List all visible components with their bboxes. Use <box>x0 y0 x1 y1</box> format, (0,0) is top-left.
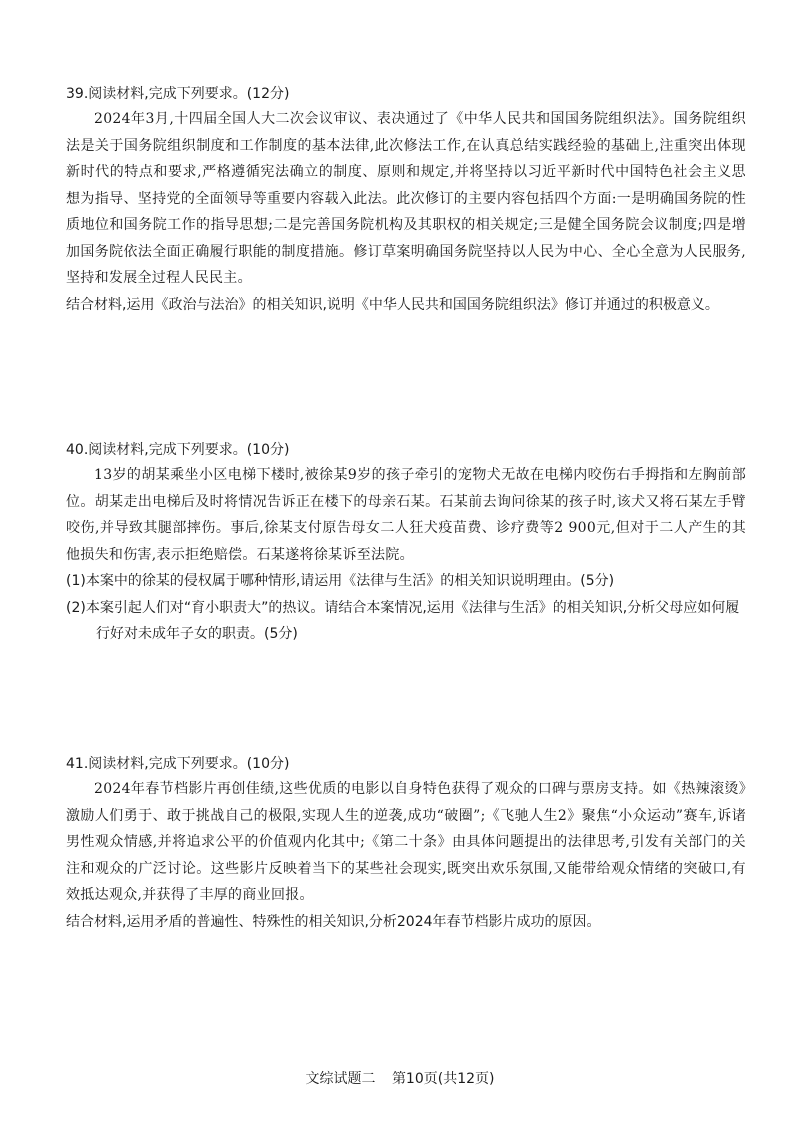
question-40-material: 13岁的胡某乘坐小区电梯下楼时,被徐某9岁的孩子牵引的宠物犬无故在电梯内咬伤右手拇指和左胸前部位。胡某走出电梯后及时将情况告诉正在楼下的母亲石某。石某前去询问徐某的孩子时,该犬又将石某左手臂咬伤,并导致其腿部摔伤。事后,徐某支付原告母女二人狂犬疫苗费、诊疗费等2 900元,但对于二人产生的其他损失和伤害,表示拒绝赔偿。石某遂将徐某诉至法院。 <box>66 467 746 563</box>
question-39-material: 2024年3月,十四届全国人大二次会议审议、表决通过了《中华人民共和国国务院组织法》。国务院组织法是关于国务院组织制度和工作制度的基本法律,此次修法工作,在认真总结实践经验的基础上,注重突出体现新时代的特点和要求,严格遵循宪法确立的制度、原则和规定,并将坚持以习近平新时代中国特色社会主义思想为指导、坚持党的全面领导等重要内容载入此法。此次修订的主要内容包括四个方面:一是明确国务院的性质地位和国务院工作的指导思想;二是完善国务院机构及其职权的相关规定;三是健全国务院会议制度;四是增加国务院依法全面正确履行职能的制度措施。修订草案明确国务院坚持以人民为中心、全心全意为人民服务,坚持和发展全过程人民民主。 <box>66 111 746 286</box>
page-footer <box>0 1068 800 1088</box>
question-39-requirement: 结合材料,运用《政治与法治》的相关知识,说明《中华人民共和国国务院组织法》修订并通过的积极意义。 <box>66 296 719 313</box>
question-41 <box>66 752 746 935</box>
question-39 <box>66 82 746 318</box>
question-40-sub2: (2)本案引起人们对“育小职责大”的热议。请结合本案情况,运用《法律与生活》的相关知识,分析父母应如何履行好对未成年子女的职责。(5分) <box>66 599 740 642</box>
question-41-title: 41.阅读材料,完成下列要求。(10分) <box>66 756 290 772</box>
question-40-title: 40.阅读材料,完成下列要求。(10分) <box>66 442 290 458</box>
footer-page-number: 第10页(共12页) <box>391 1071 495 1087</box>
question-40 <box>66 438 746 648</box>
question-41-requirement: 结合材料,运用矛盾的普遍性、特殊性的相关知识,分析2024年春节档影片成功的原因。 <box>66 913 601 930</box>
question-40-sub1: (1)本案中的徐某的侵权属于哪种情形,请运用《法律与生活》的相关知识说明理由。(5分) <box>66 573 615 589</box>
footer-subject: 文综试题二 <box>305 1071 376 1087</box>
question-39-title: 39.阅读材料,完成下列要求。(12分) <box>66 86 290 102</box>
question-41-material: 2024年春节档影片再创佳绩,这些优质的电影以自身特色获得了观众的口碑与票房支持。如《热辣滚烫》激励人们勇于、敢于挑战自己的极限,实现人生的逆袭,成功“破圈”;《飞驰人生2》聚焦“小众运动”赛车,诉诸男性观众情感,并将追求公平的价值观内化其中;《第二十条》由具体问题提出的法律思考,引发有关部门的关注和观众的广泛讨论。这些影片反映着当下的某些社会现实,既突出欢乐氛围,又能带给观众情绪的突破口,有效抵达观众,并获得了丰厚的商业回报。 <box>66 781 746 903</box>
